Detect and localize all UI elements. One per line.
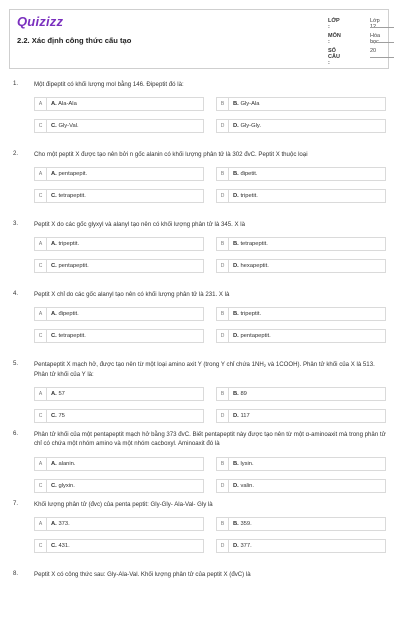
option-letter: C (35, 480, 47, 492)
option-letter: C (35, 120, 47, 132)
option-text (51, 193, 86, 199)
option-key: A. (51, 101, 57, 107)
option-letter: D (217, 120, 229, 132)
option-b[interactable] (216, 457, 386, 471)
answer-options (34, 307, 386, 353)
option-key: D. (233, 263, 239, 269)
answer-options (34, 237, 386, 283)
option-text (233, 171, 258, 177)
option-label: tripeptit. (58, 241, 80, 247)
question-number: 4. (13, 290, 19, 297)
option-a[interactable] (34, 307, 204, 321)
meta-value: Lớp 12 (370, 18, 380, 30)
quizizz-logo: Quizizz (17, 14, 64, 29)
option-text (233, 241, 268, 247)
question-text: Cho một peptit X được tạo nên bởi n gốc alanin có khối lượng phân tử là 302 đvC. Peptit X thuộc loại (34, 151, 308, 158)
option-label: 89 (240, 391, 247, 397)
option-label: 359. (240, 521, 252, 527)
option-b[interactable] (216, 307, 386, 321)
question-text: Một đipeptit có khối lượng mol bằng 146. Đipeptit đó là: (34, 81, 184, 88)
option-letter: D (217, 540, 229, 552)
option-key: D. (233, 123, 239, 129)
option-a[interactable] (34, 167, 204, 181)
question-text: Peptit X có công thức sau: Gly-Ala-Val. Khối lượng phân tử của peptit X (đvC) là (34, 571, 251, 578)
option-text (233, 101, 259, 107)
question-number: 5. (13, 360, 19, 367)
option-d[interactable] (216, 539, 386, 553)
option-text (51, 333, 86, 339)
question-list (0, 76, 400, 636)
option-d[interactable] (216, 119, 386, 133)
question-item (0, 356, 400, 426)
option-label: lysin. (240, 461, 254, 467)
meta-underline (370, 42, 394, 43)
question-number: 1. (13, 80, 19, 87)
option-a[interactable] (34, 237, 204, 251)
option-d[interactable] (216, 329, 386, 343)
option-letter: A (35, 168, 47, 180)
option-c[interactable] (34, 189, 204, 203)
option-text (51, 461, 76, 467)
option-letter: C (35, 410, 47, 422)
option-key: D. (233, 543, 239, 549)
option-d[interactable] (216, 189, 386, 203)
option-label: hexapeptit. (240, 263, 269, 269)
answer-options (34, 517, 386, 563)
question-text: Peptit X chỉ do các gốc alanyl tạo nên có khối lượng phân tử là 231. X là (34, 291, 230, 298)
option-label: tetrapeptit. (58, 193, 86, 199)
option-text (51, 123, 79, 129)
option-d[interactable] (216, 409, 386, 423)
option-key: A. (51, 461, 57, 467)
option-d[interactable] (216, 259, 386, 273)
question-item (0, 426, 400, 496)
option-text (51, 391, 65, 397)
option-b[interactable] (216, 237, 386, 251)
option-label: Gly-Val. (58, 123, 79, 129)
option-text (233, 391, 247, 397)
option-label: 431. (58, 543, 70, 549)
option-text (233, 483, 254, 489)
option-letter: D (217, 480, 229, 492)
option-letter: A (35, 518, 47, 530)
meta-underline (370, 57, 394, 58)
option-letter: B (217, 308, 229, 320)
option-text (51, 171, 87, 177)
option-label: pentapeptit. (58, 263, 89, 269)
option-letter: A (35, 388, 47, 400)
question-number: 6. (13, 430, 19, 437)
option-letter: D (217, 190, 229, 202)
option-text (51, 521, 70, 527)
option-d[interactable] (216, 479, 386, 493)
option-b[interactable] (216, 387, 386, 401)
question-text-part: Pentapeptit X mạch hở, được tạo nên từ một loại amino axit Y (trong Y chỉ chứa 1NH (34, 361, 264, 368)
option-label: glyxin. (58, 483, 75, 489)
option-label: tripetit. (240, 193, 258, 199)
option-label: 377. (240, 543, 252, 549)
option-key: B. (233, 101, 239, 107)
option-text (233, 123, 261, 129)
option-text (233, 521, 252, 527)
option-b[interactable] (216, 517, 386, 531)
question-item (0, 216, 400, 286)
option-letter: B (217, 238, 229, 250)
option-label: Gly-Gly. (240, 123, 261, 129)
option-key: B. (233, 241, 239, 247)
option-letter: A (35, 238, 47, 250)
option-key: C. (51, 543, 57, 549)
option-label: tetrapeptit. (58, 333, 86, 339)
option-key: B. (233, 391, 239, 397)
option-c[interactable] (34, 329, 204, 343)
question-item (0, 496, 400, 566)
option-key: A. (51, 171, 57, 177)
option-key: D. (233, 193, 239, 199)
option-a[interactable] (34, 457, 204, 471)
option-label: pentapepit. (58, 171, 88, 177)
option-key: C. (51, 483, 57, 489)
question-text (34, 360, 386, 379)
option-key: C. (51, 333, 57, 339)
option-text (233, 461, 254, 467)
option-label: 57 (58, 391, 65, 397)
option-key: B. (233, 311, 239, 317)
option-letter: B (217, 98, 229, 110)
question-text-part: và 1COOH). Phân tử khối của X là 513. Phân tử khối của Y là: (34, 361, 375, 378)
question-item (0, 286, 400, 356)
option-letter: C (35, 260, 47, 272)
question-text: Peptit X do các gốc glyxyl và alanyl tạo nên có khối lượng phân tử là 345. X là (34, 221, 246, 228)
option-text (233, 193, 258, 199)
option-key: C. (51, 413, 57, 419)
option-key: C. (51, 263, 57, 269)
option-label: pentapeptit. (240, 333, 271, 339)
option-key: D. (233, 413, 239, 419)
option-key: A. (51, 241, 57, 247)
option-c[interactable] (34, 479, 204, 493)
question-item (0, 76, 400, 146)
meta-value: Hóa học (370, 33, 381, 45)
answer-options (34, 167, 386, 213)
option-b[interactable] (216, 97, 386, 111)
option-text (51, 543, 70, 549)
option-text (51, 483, 75, 489)
option-letter: A (35, 98, 47, 110)
option-text (51, 101, 77, 107)
option-text (51, 241, 79, 247)
option-key: D. (233, 333, 239, 339)
option-letter: B (217, 168, 229, 180)
question-item (0, 146, 400, 216)
option-c[interactable] (34, 409, 204, 423)
question-number: 8. (13, 570, 19, 577)
question-text: Khối lượng phân tử (đvc) của penta peptit: Gly-Gly- Ala-Val- Gly là (34, 501, 213, 508)
option-label: alanin. (58, 461, 76, 467)
option-label: tripeptit. (240, 311, 262, 317)
question-number: 2. (13, 150, 19, 157)
option-key: B. (233, 461, 239, 467)
option-c[interactable] (34, 259, 204, 273)
option-label: 117 (240, 413, 250, 419)
meta-label: LỚP : (328, 18, 340, 30)
option-letter: D (217, 410, 229, 422)
option-key: A. (51, 391, 57, 397)
option-key: A. (51, 311, 57, 317)
option-letter: B (217, 458, 229, 470)
option-label: valin. (240, 483, 254, 489)
option-a[interactable] (34, 517, 204, 531)
option-c[interactable] (34, 539, 204, 553)
worksheet-header (9, 9, 389, 69)
option-text (51, 263, 89, 269)
option-key: A. (51, 521, 57, 527)
option-letter: C (35, 540, 47, 552)
question-text-subscript: 2 (263, 363, 267, 368)
option-letter: C (35, 190, 47, 202)
option-label: Gly-Ala (240, 101, 260, 107)
option-key: C. (51, 123, 57, 129)
option-text (233, 413, 250, 419)
option-label: đipeptit. (58, 311, 79, 317)
option-label: đipetit. (240, 171, 258, 177)
meta-underline (370, 27, 394, 28)
option-key: D. (233, 483, 239, 489)
question-number: 7. (13, 500, 19, 507)
question-number: 3. (13, 220, 19, 227)
option-letter: B (217, 388, 229, 400)
meta-label: SỐ CÂU : (328, 48, 340, 66)
option-key: C. (51, 193, 57, 199)
option-key: B. (233, 171, 239, 177)
option-text (233, 311, 261, 317)
option-label: tetrapeptit. (240, 241, 268, 247)
option-a[interactable] (34, 387, 204, 401)
option-a[interactable] (34, 97, 204, 111)
option-letter: D (217, 260, 229, 272)
option-c[interactable] (34, 119, 204, 133)
option-text (51, 413, 65, 419)
worksheet-title: 2.2. Xác định công thức cấu tạo (17, 36, 132, 45)
meta-value: 20 (370, 48, 377, 54)
option-b[interactable] (216, 167, 386, 181)
option-text (233, 333, 271, 339)
meta-label: MÔN : (328, 33, 341, 45)
option-letter: B (217, 518, 229, 530)
option-label: Ala-Ala (58, 101, 77, 107)
question-text: Phân tử khối của một pentapeptit mạch hở bằng 373 đvC. Biết pentapeptit này được tạo nên từ một α-aminoaxit mà trong phân tử chỉ có chứa một nhóm amino và một nhóm cacboxyl. Aminoaxit đó là (34, 431, 386, 447)
question-item (0, 566, 400, 636)
option-letter: A (35, 458, 47, 470)
option-text (51, 311, 79, 317)
option-key: B. (233, 521, 239, 527)
option-label: 75 (58, 413, 65, 419)
option-label: 373. (58, 521, 70, 527)
option-letter: A (35, 308, 47, 320)
option-letter: D (217, 330, 229, 342)
option-letter: C (35, 330, 47, 342)
option-text (233, 543, 252, 549)
option-text (233, 263, 269, 269)
answer-options (34, 97, 386, 143)
